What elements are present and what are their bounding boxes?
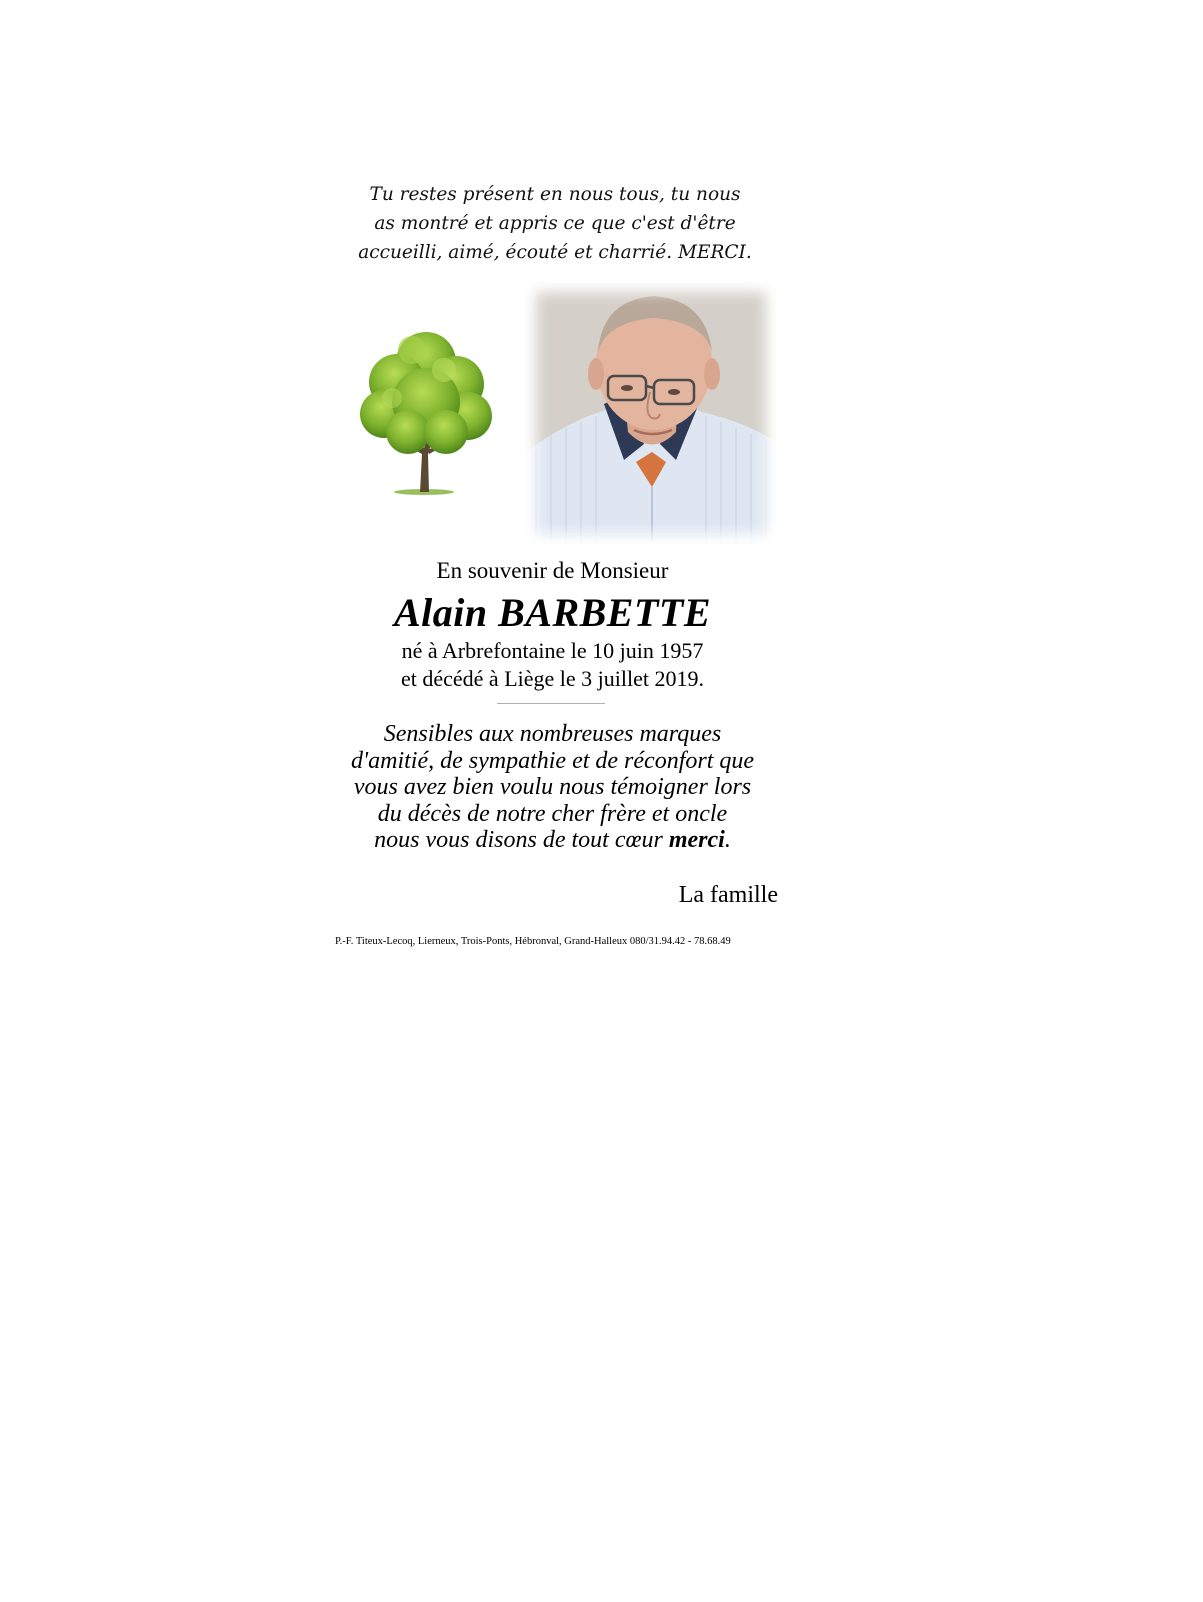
death-line: et décédé à Liège le 3 juillet 2019. [401, 666, 704, 691]
thanks-line-3: vous avez bien voulu nous témoigner lors [353, 774, 752, 800]
thanks-merci: merci [668, 827, 725, 853]
epitaph-quote [345, 180, 765, 267]
birth-line: né à Arbrefontaine le 10 juin 1957 [401, 638, 704, 663]
quote-line-1: Tu restes présent en nous tous, tu nous [369, 184, 741, 205]
quote-line-2: as montré et appris ce que c'est d'être [374, 213, 736, 234]
signature: La famille [678, 882, 778, 908]
funeral-home-footer: P.-F. Titeux-Lecoq, Lierneux, Trois-Ponts, Hébronval, Grand-Halleux 080/31.94.42 - 78.68.49 [335, 936, 731, 947]
quote-line-3: accueilli, aimé, écouté et charrié. MERCI. [358, 242, 752, 263]
life-dates [340, 637, 765, 693]
tree-icon [352, 322, 500, 502]
divider [497, 703, 605, 704]
thanks-message [320, 721, 785, 854]
thanks-last-prefix: nous vous disons de tout cœur [374, 827, 669, 853]
portrait-photo [526, 282, 776, 544]
thanks-line-1: Sensibles aux nombreuses marques [383, 721, 722, 747]
thanks-last-suffix: . [724, 827, 731, 853]
thanks-line-4: du décès de notre cher frère et oncle [377, 800, 728, 827]
thanks-line-2: d'amitié, de sympathie et de réconfort que [350, 747, 755, 774]
memorial-intro: En souvenir de Monsieur [436, 558, 669, 583]
deceased-name: Alain BARBETTE [393, 590, 712, 635]
thanks-line-5 [320, 827, 785, 854]
